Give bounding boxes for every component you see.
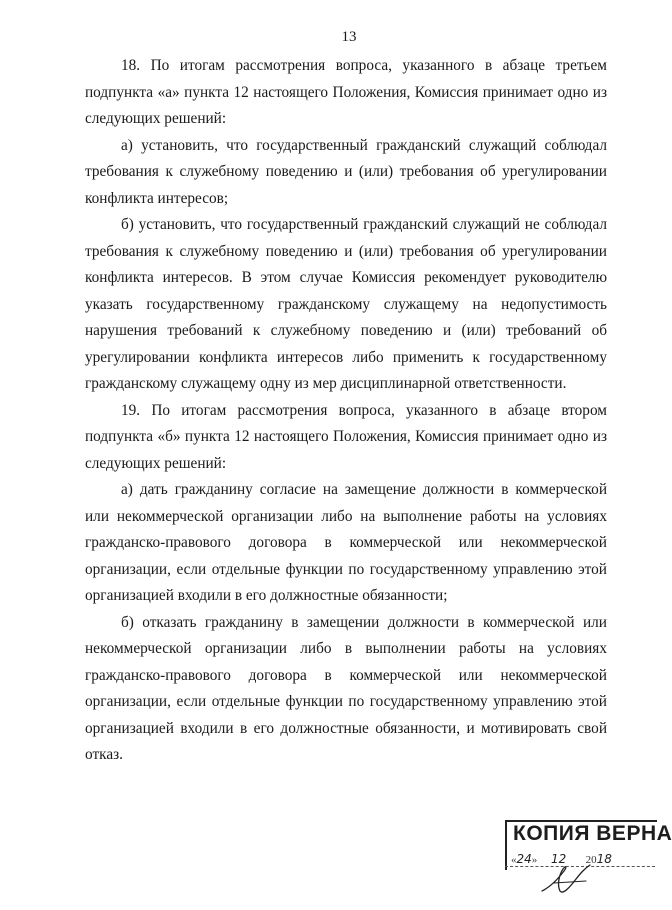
stamp-date-day: 24 xyxy=(516,852,532,866)
handwritten-signature xyxy=(540,857,600,897)
paragraph-18-a: а) установить, что государственный гражданский служащий соблюдал требования к служебному поведению и (или) требования об урегулировании конфликта интересов; xyxy=(85,136,607,207)
page-number: 13 xyxy=(341,29,357,45)
stamp-date-year-prefix: 20 xyxy=(585,854,597,866)
stamp-title: КОПИЯ ВЕРНА xyxy=(513,822,672,845)
stamp-date-close-quote: » xyxy=(531,854,538,866)
paragraph-18: 18. По итогам рассмотрения вопроса, указанного в абзаце третьем подпункта «а» пункта 12 настоящего Положения, Комиссия принимает одно из следующих решений: xyxy=(85,57,607,127)
stamp-date-year-suffix: 18 xyxy=(596,852,612,866)
paragraph-19-b: б) отказать гражданину в замещении должности в коммерческой или некоммерческой организации либо в выполнении работы на условиях гражданско-правового договора в коммерческой или некоммерческой организации, если отдельные функции по государственному управлению этой организацией входили в его должностные обязанности, и мотивировать свой отказ. xyxy=(85,613,607,763)
document-body xyxy=(85,53,607,769)
stamp-date-open-quote: « xyxy=(511,854,517,866)
paragraph-19-a: а) дать гражданину согласие на замещение должности в коммерческой или некоммерческой организации либо на выполнение работы на условиях гражданско-правового договора в коммерческой или некоммерческой организации, если отдельные функции по государственному управлению этой организацией входили в его должностные обязанности; xyxy=(85,481,607,604)
stamp-date-month: 12 xyxy=(551,852,567,866)
paragraph-19: 19. По итогам рассмотрения вопроса, указанного в абзаце втором подпункта «б» пункта 12 настоящего Положения, Комиссия принимает одно из следующих решений: xyxy=(85,401,607,472)
paragraph-18-b: б) установить, что государственный гражданский служащий не соблюдал требования к служебному поведению и (или) требования об урегулировании конфликта интересов. В этом случае Комиссия рекомендует руководителю указать государственному гражданскому служащему на недопустимость нарушения требований к служебному поведению и (или) требований об урегулировании конфликта интересов либо применить к государственному гражданскому служащему одну из мер дисциплинарной ответственности. xyxy=(85,216,607,392)
